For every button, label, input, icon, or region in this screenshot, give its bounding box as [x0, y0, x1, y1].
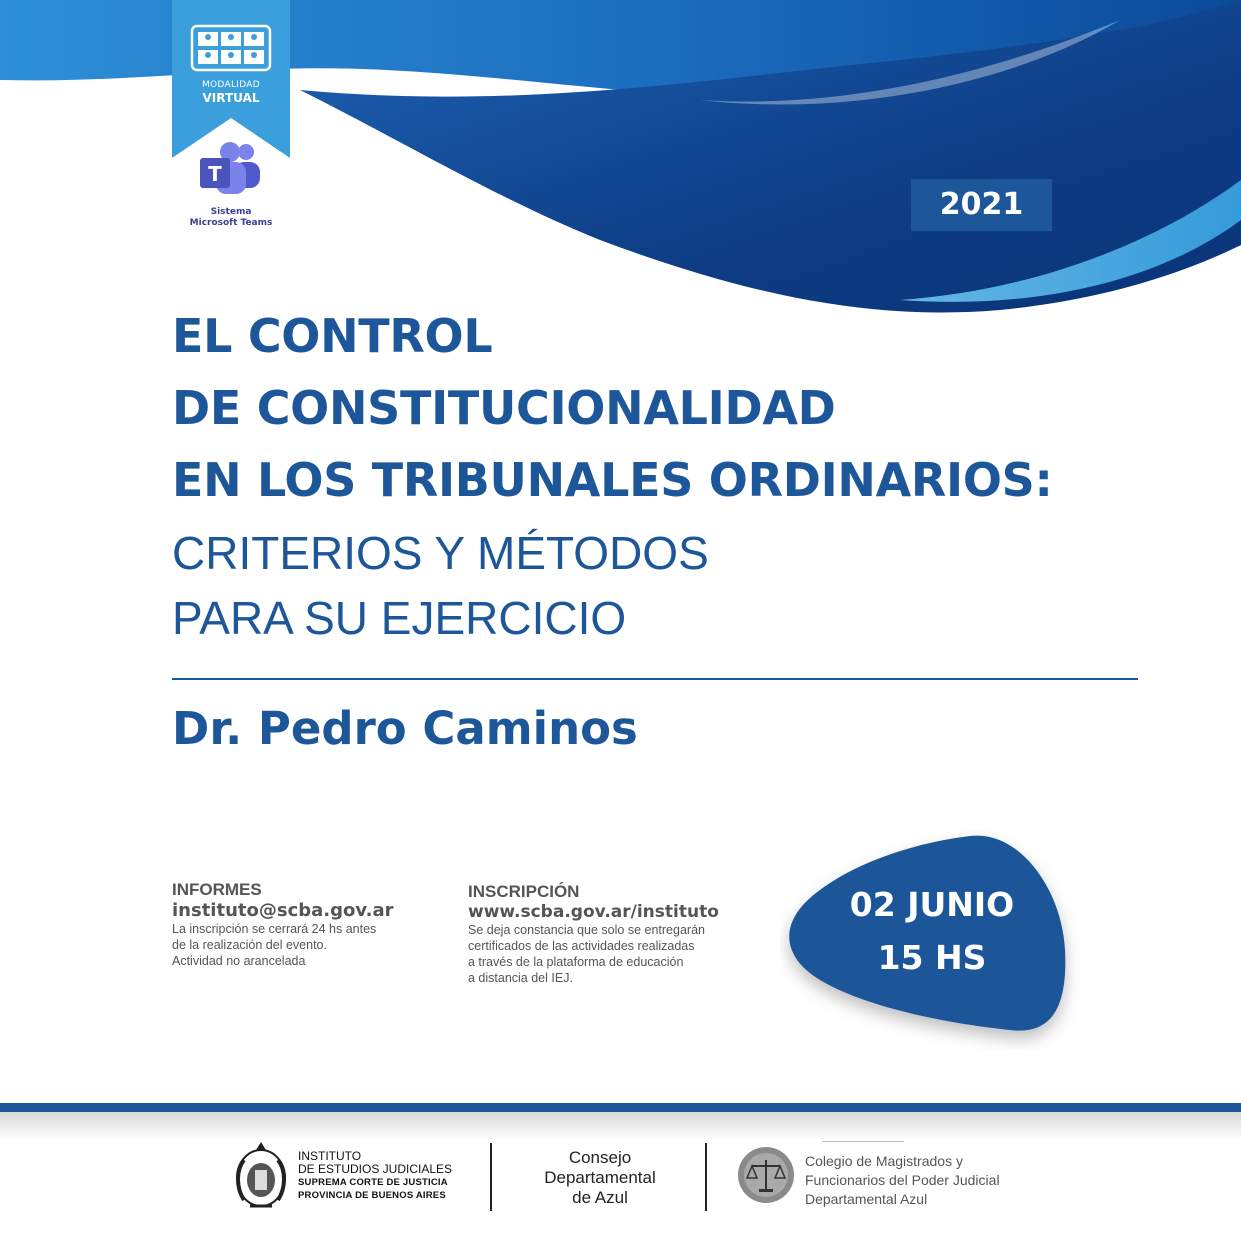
microsoft-teams-logo-icon: [198, 142, 264, 202]
inscripcion-note: a través de la plataforma de educación: [468, 955, 684, 969]
inscripcion-heading: INSCRIPCIÓN: [468, 882, 580, 901]
scales-of-justice-icon: [737, 1146, 795, 1204]
virtual-label: VIRTUAL: [202, 91, 260, 105]
inscripcion-note: certificados de las actividades realizadas: [468, 939, 695, 953]
svg-text:T: T: [208, 162, 222, 186]
inscripcion-url[interactable]: www.scba.gov.ar/instituto: [468, 902, 719, 922]
subtitle-line-2: PARA SU EJERCICIO: [172, 592, 627, 644]
inscripcion-note: a distancia del IEJ.: [468, 971, 573, 985]
footer-separator: [705, 1143, 707, 1211]
coat-of-arms-icon: [230, 1140, 292, 1212]
virtual-mode-ribbon: [172, 0, 290, 158]
footer-shadow: [0, 1112, 1241, 1140]
informes-email[interactable]: instituto@scba.gov.ar: [172, 900, 394, 921]
footer-bar: [0, 1103, 1241, 1112]
informes-note: Actividad no arancelada: [172, 954, 306, 968]
teams-caption-line1: Sistema: [210, 207, 252, 217]
subtitle-line-1: CRITERIOS Y MÉTODOS: [172, 527, 709, 579]
informes-section: [172, 880, 394, 969]
modality-label: MODALIDAD: [201, 80, 260, 90]
event-time: 15 HS: [877, 938, 987, 977]
speaker-name: Dr. Pedro Caminos: [172, 702, 638, 755]
consejo-line: Consejo: [568, 1148, 632, 1167]
colegio-line: Colegio de Magistrados y: [805, 1153, 963, 1169]
iej-line2: DE ESTUDIOS JUDICIALES: [298, 1162, 453, 1176]
iej-line4: PROVINCIA DE BUENOS AIRES: [298, 1190, 446, 1201]
consejo-text: [500, 1148, 700, 1208]
footer-separator: [490, 1143, 492, 1211]
colegio-line: Funcionarios del Poder Judicial: [805, 1172, 1000, 1188]
iej-logo-text: [298, 1150, 452, 1202]
colegio-text: [805, 1152, 1000, 1209]
teams-caption: [172, 207, 290, 229]
informes-note: de la realización del evento.: [172, 938, 327, 952]
title-divider: [172, 678, 1138, 680]
title-line-2: DE CONSTITUCIONALIDAD: [172, 381, 836, 435]
inscripcion-section: [468, 882, 719, 986]
informes-heading: INFORMES: [172, 880, 262, 899]
title-line-3: EN LOS TRIBUNALES ORDINARIOS:: [172, 453, 1053, 507]
consejo-line: de Azul: [572, 1188, 628, 1207]
title-line-1: EL CONTROL: [172, 309, 493, 363]
event-date: 02 JUNIO: [849, 885, 1015, 924]
iej-line3: SUPREMA CORTE DE JUSTICIA: [298, 1177, 448, 1188]
teams-caption-line2: Microsoft Teams: [189, 218, 273, 228]
year-badge: 2021: [911, 179, 1052, 231]
colegio-top-rule: [822, 1141, 904, 1142]
informes-note: La inscripción se cerrará 24 hs antes: [172, 922, 377, 936]
inscripcion-note: Se deja constancia que solo se entregarán: [468, 923, 705, 937]
iej-line1: INSTITUTO: [298, 1149, 362, 1163]
consejo-line: Departamental: [544, 1168, 656, 1187]
colegio-line: Departamental Azul: [805, 1191, 928, 1207]
